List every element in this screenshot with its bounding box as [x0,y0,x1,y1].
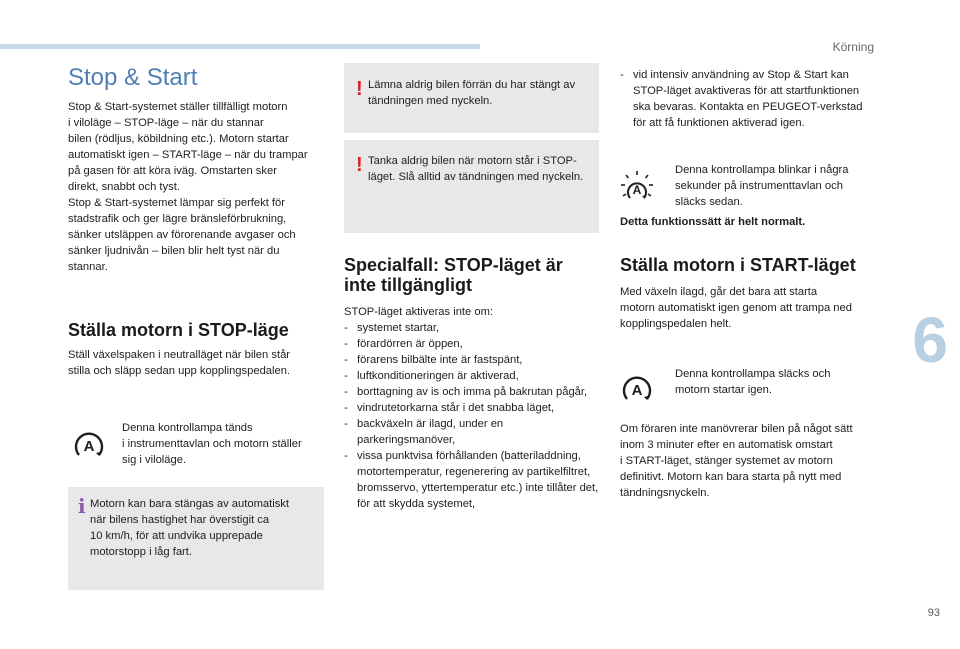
intro-line: direkt, snabbt och tyst. [68,181,180,193]
final-text-line: definitivt. Motorn kan bara starta på nytt med [620,471,842,483]
lamp-off-description [675,366,865,398]
lamp-text-line: sekunder på instrumenttavlan och [675,180,843,192]
list-item: - systemet startar, [344,320,599,336]
lamp-text-line: släcks sedan. [675,196,743,208]
info-text-line: motorstopp i låg fart. [90,546,192,558]
svg-text:A: A [632,183,642,197]
info-icon: i [78,494,86,518]
intro-line: automatiskt igen – START-läge – när du trampar [68,149,308,161]
lamp-text-line: Denna kontrollampa blinkar i några [675,164,849,176]
list-item: - borttagning av is och imma på bakrutan pågår, [344,384,599,400]
start-mode-section [620,255,868,275]
warning-note-leave-car [344,63,599,133]
final-text-line: inom 3 minuter efter en automatisk omstart [620,439,833,451]
intro-line: sänker utsläppen av förorenande avgaser och [68,229,296,241]
warning-text-line: tändningen med nyckeln. [368,95,493,107]
intensive-use-note [620,67,868,131]
start-text-line: motorn automatiskt igen genom att trampa ned [620,302,852,314]
final-text-line: i START-läget, stänger systemet av motorn [620,455,833,467]
svg-text:A: A [83,438,95,455]
stop-start-lamp-off-icon [620,372,654,406]
warning-note-refuel [344,140,599,233]
list-item: - förarens bilbälte inte är fastspänt, [344,352,599,368]
section-label: Körning [832,40,874,54]
intro-line: stadstrafik och ger lägre bränsleförbrukning, [68,213,287,225]
column-1-intro [68,64,324,92]
intro-line: Stop & Start-systemet lämpar sig perfekt för [68,197,285,209]
page-title: Stop & Start [68,64,198,91]
intro-line: på gasen för att köra iväg. Omstarten sker [68,165,277,177]
info-note-text [90,496,316,560]
conditions-list [344,320,599,512]
chapter-number: 6 [912,304,948,376]
stop-text-line: stilla och släpp sedan upp kopplingspedalen. [68,365,291,377]
top-accent-bar [0,44,480,49]
warning-text-line: Tanka aldrig bilen när motorn står i STOP- [368,155,577,167]
start-mode-heading: Ställa motorn i START-läget [620,255,856,275]
list-item: - vindrutetorkarna står i det snabba läget, [344,400,599,416]
intro-line: i viloläge – STOP-läge – när du stannar [68,117,264,129]
page-number: 93 [927,607,940,619]
intro-line: stannar. [68,261,108,273]
special-case-heading [344,255,599,295]
special-heading-line: inte tillgängligt [344,275,472,295]
intro-line: Stop & Start-systemet ställer tillfälligt motorn [68,101,288,113]
info-note-speed [68,487,324,590]
list-item: - vid intensiv användning av Stop & Start kan STOP-läget avaktiveras för att startfunktionen ska bevaras. Kontakta en PEUGEOT-verkstad för att få funktionen aktiverad igen. [620,67,868,131]
stop-mode-heading: Ställa motorn i STOP-läge [68,320,289,340]
lamp-on-description [122,420,324,468]
auto-shutdown-text [620,421,868,501]
intro-line: bilen (rödljus, köbildning etc.). Motorn startar [68,133,289,145]
final-text-line: tändningsnyckeln. [620,487,710,499]
lamp-text-line: i instrumenttavlan och motorn ställer [122,438,302,450]
lamp-text-line: Denna kontrollampa tänds [122,422,253,434]
conditions-block [344,304,599,512]
list-item: - luftkonditioneringen är aktiverad, [344,368,599,384]
lamp-blink-description [675,162,865,210]
warning-text [368,77,591,109]
lamp-text-line: sig i viloläge. [122,454,187,466]
special-case-section [344,255,599,295]
warning-icon: ! [356,78,363,100]
info-text-line: 10 km/h, för att undvika upprepade [90,530,263,542]
start-mode-text [620,284,868,332]
info-text-line: när bilens hastighet har överstigit ca [90,514,270,526]
special-heading-line: Specialfall: STOP-läget är [344,255,563,275]
warning-text-line: läget. Slå alltid av tändningen med nyckeln. [368,171,584,183]
intensive-use-list [620,67,868,131]
normal-operation-note: Detta funktionssätt är helt normalt. [620,216,806,228]
info-text-line: Motorn kan bara stängas av automatiskt [90,498,289,510]
stop-mode-text [68,347,324,379]
stop-start-lamp-icon [72,428,106,462]
stop-mode-section [68,320,324,340]
final-text-line: Om föraren inte manövrerar bilen på något sätt [620,423,853,435]
svg-text:A: A [631,382,643,399]
intro-line: sänker ljudnivån – bilen blir helt tyst när du [68,245,280,257]
lamp-text-line: Denna kontrollampa släcks och [675,368,831,380]
start-text-line: Med växeln ilagd, går det bara att starta [620,286,818,298]
intro-paragraph [68,99,324,275]
list-item: - vissa punktvisa förhållanden (batteriladdning, motortemperatur, regenerering av partikelfiltret, bromsservo, yttertemperatur etc.) inte tillåter det, för att skydda systemet, [344,448,599,512]
warning-icon: ! [356,154,363,176]
list-item: - förardörren är öppen, [344,336,599,352]
stop-text-line: Ställ växelspaken i neutralläget när bilen står [68,349,291,361]
stop-start-blinking-lamp-icon [620,170,654,204]
list-item: - backväxeln är ilagd, under en parkeringsmanöver, [344,416,599,448]
warning-text-line: Lämna aldrig bilen förrän du har stängt av [368,79,576,91]
lamp-text-line: motorn startar igen. [675,384,773,396]
start-text-line: kopplingspedalen helt. [620,318,732,330]
conditions-intro: STOP-läget aktiveras inte om: [344,306,494,318]
warning-text [368,153,591,185]
